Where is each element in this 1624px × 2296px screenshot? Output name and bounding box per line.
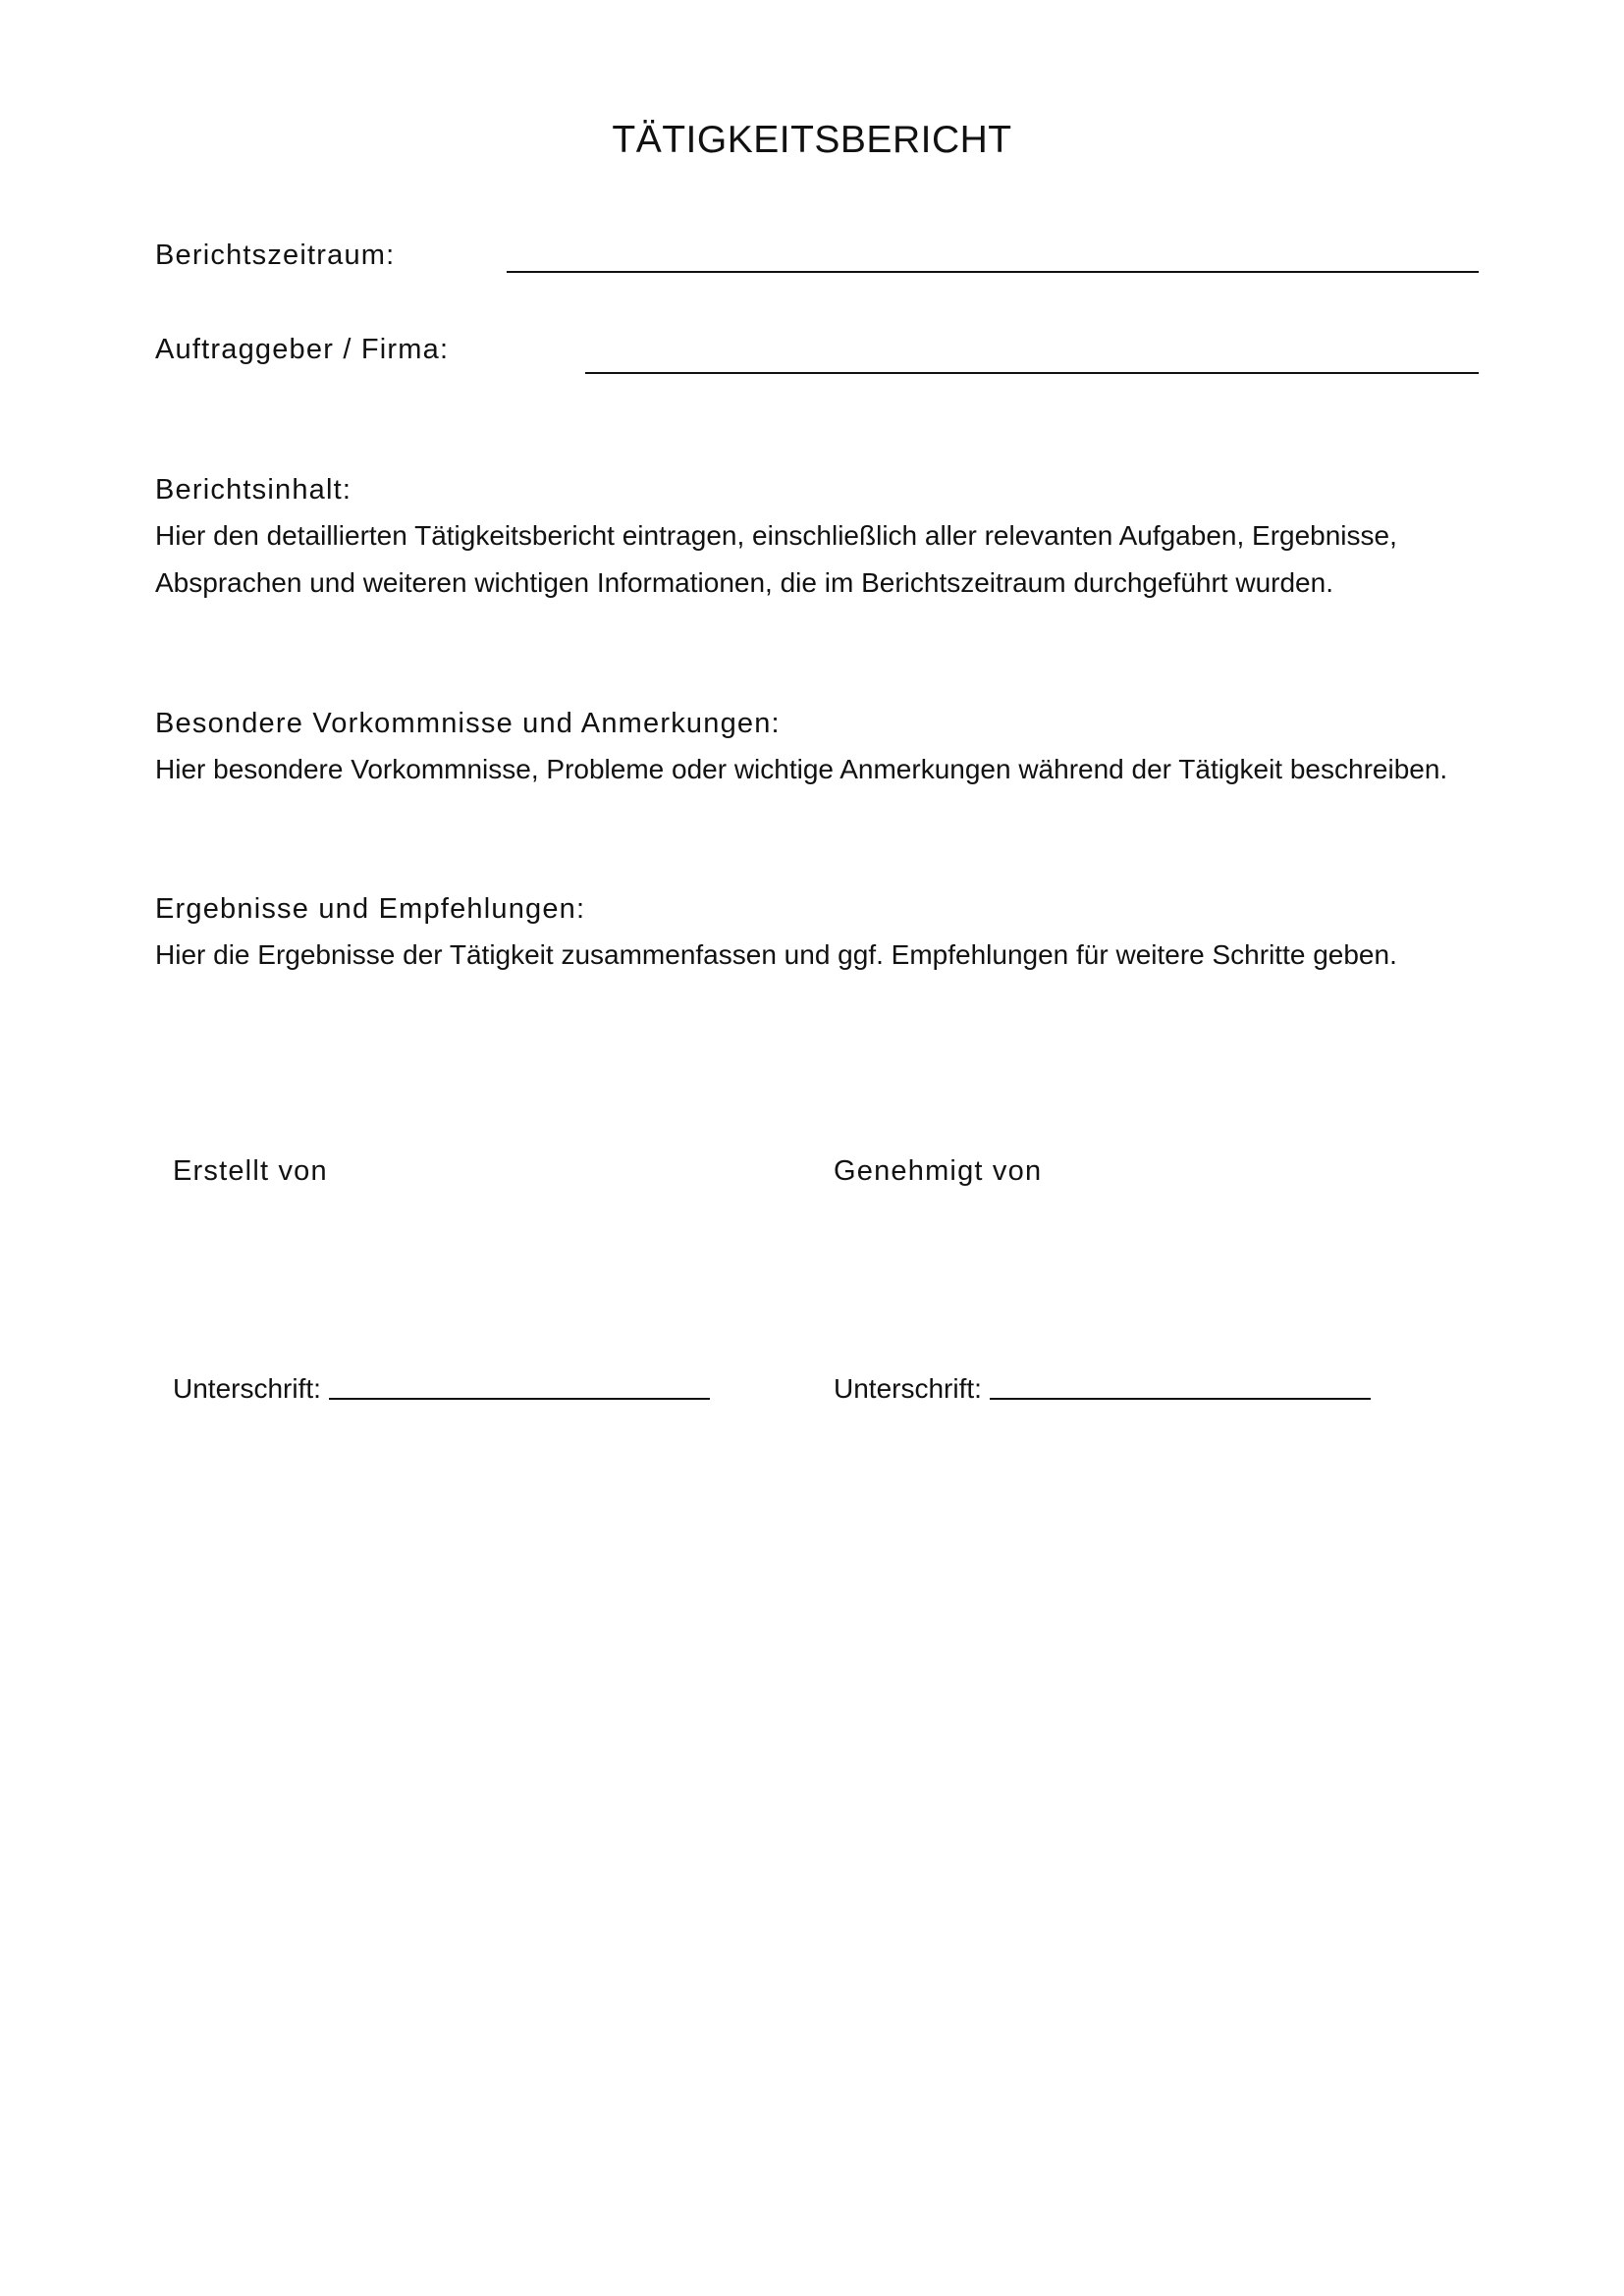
- results-body: [155, 932, 1530, 979]
- client-label: Auftraggeber / Firma:: [155, 334, 450, 365]
- report-content-heading: Berichtsinhalt:: [155, 474, 352, 506]
- incidents-heading: Besondere Vorkommnisse und Anmerkungen:: [155, 708, 781, 739]
- incidents-line: Hier besondere Vorkommnisse, Probleme oder wichtige Anmerkungen während der Tätigkeit beschreiben.: [155, 754, 1448, 784]
- approved-by-signature-line[interactable]: [990, 1398, 1371, 1400]
- created-by-label: Erstellt von: [173, 1155, 328, 1187]
- approved-by-label: Genehmigt von: [834, 1155, 1043, 1187]
- report-content-body: [155, 512, 1530, 607]
- signature-label: Unterschrift:: [173, 1373, 321, 1404]
- report-period-label: Berichtszeitraum:: [155, 240, 396, 271]
- created-by-signature: [173, 1371, 710, 1407]
- report-content-line: Absprachen und weiteren wichtigen Informationen, die im Berichtszeitraum durchgeführt wurden.: [155, 567, 1333, 598]
- results-line: Hier die Ergebnisse der Tätigkeit zusammenfassen und ggf. Empfehlungen für weitere Schritte geben.: [155, 939, 1397, 970]
- results-heading: Ergebnisse und Empfehlungen:: [155, 893, 586, 925]
- created-by-signature-line[interactable]: [329, 1398, 710, 1400]
- page-title: TÄTIGKEITSBERICHT: [612, 119, 1012, 161]
- incidents-body: [155, 746, 1530, 793]
- report-content-line: Hier den detaillierten Tätigkeitsbericht eintragen, einschließlich aller relevanten Aufgaben, Ergebnisse,: [155, 520, 1397, 551]
- client-field[interactable]: [585, 372, 1479, 374]
- approved-by-signature: [834, 1371, 1371, 1407]
- report-period-field[interactable]: [507, 271, 1479, 273]
- signature-label: Unterschrift:: [834, 1373, 982, 1404]
